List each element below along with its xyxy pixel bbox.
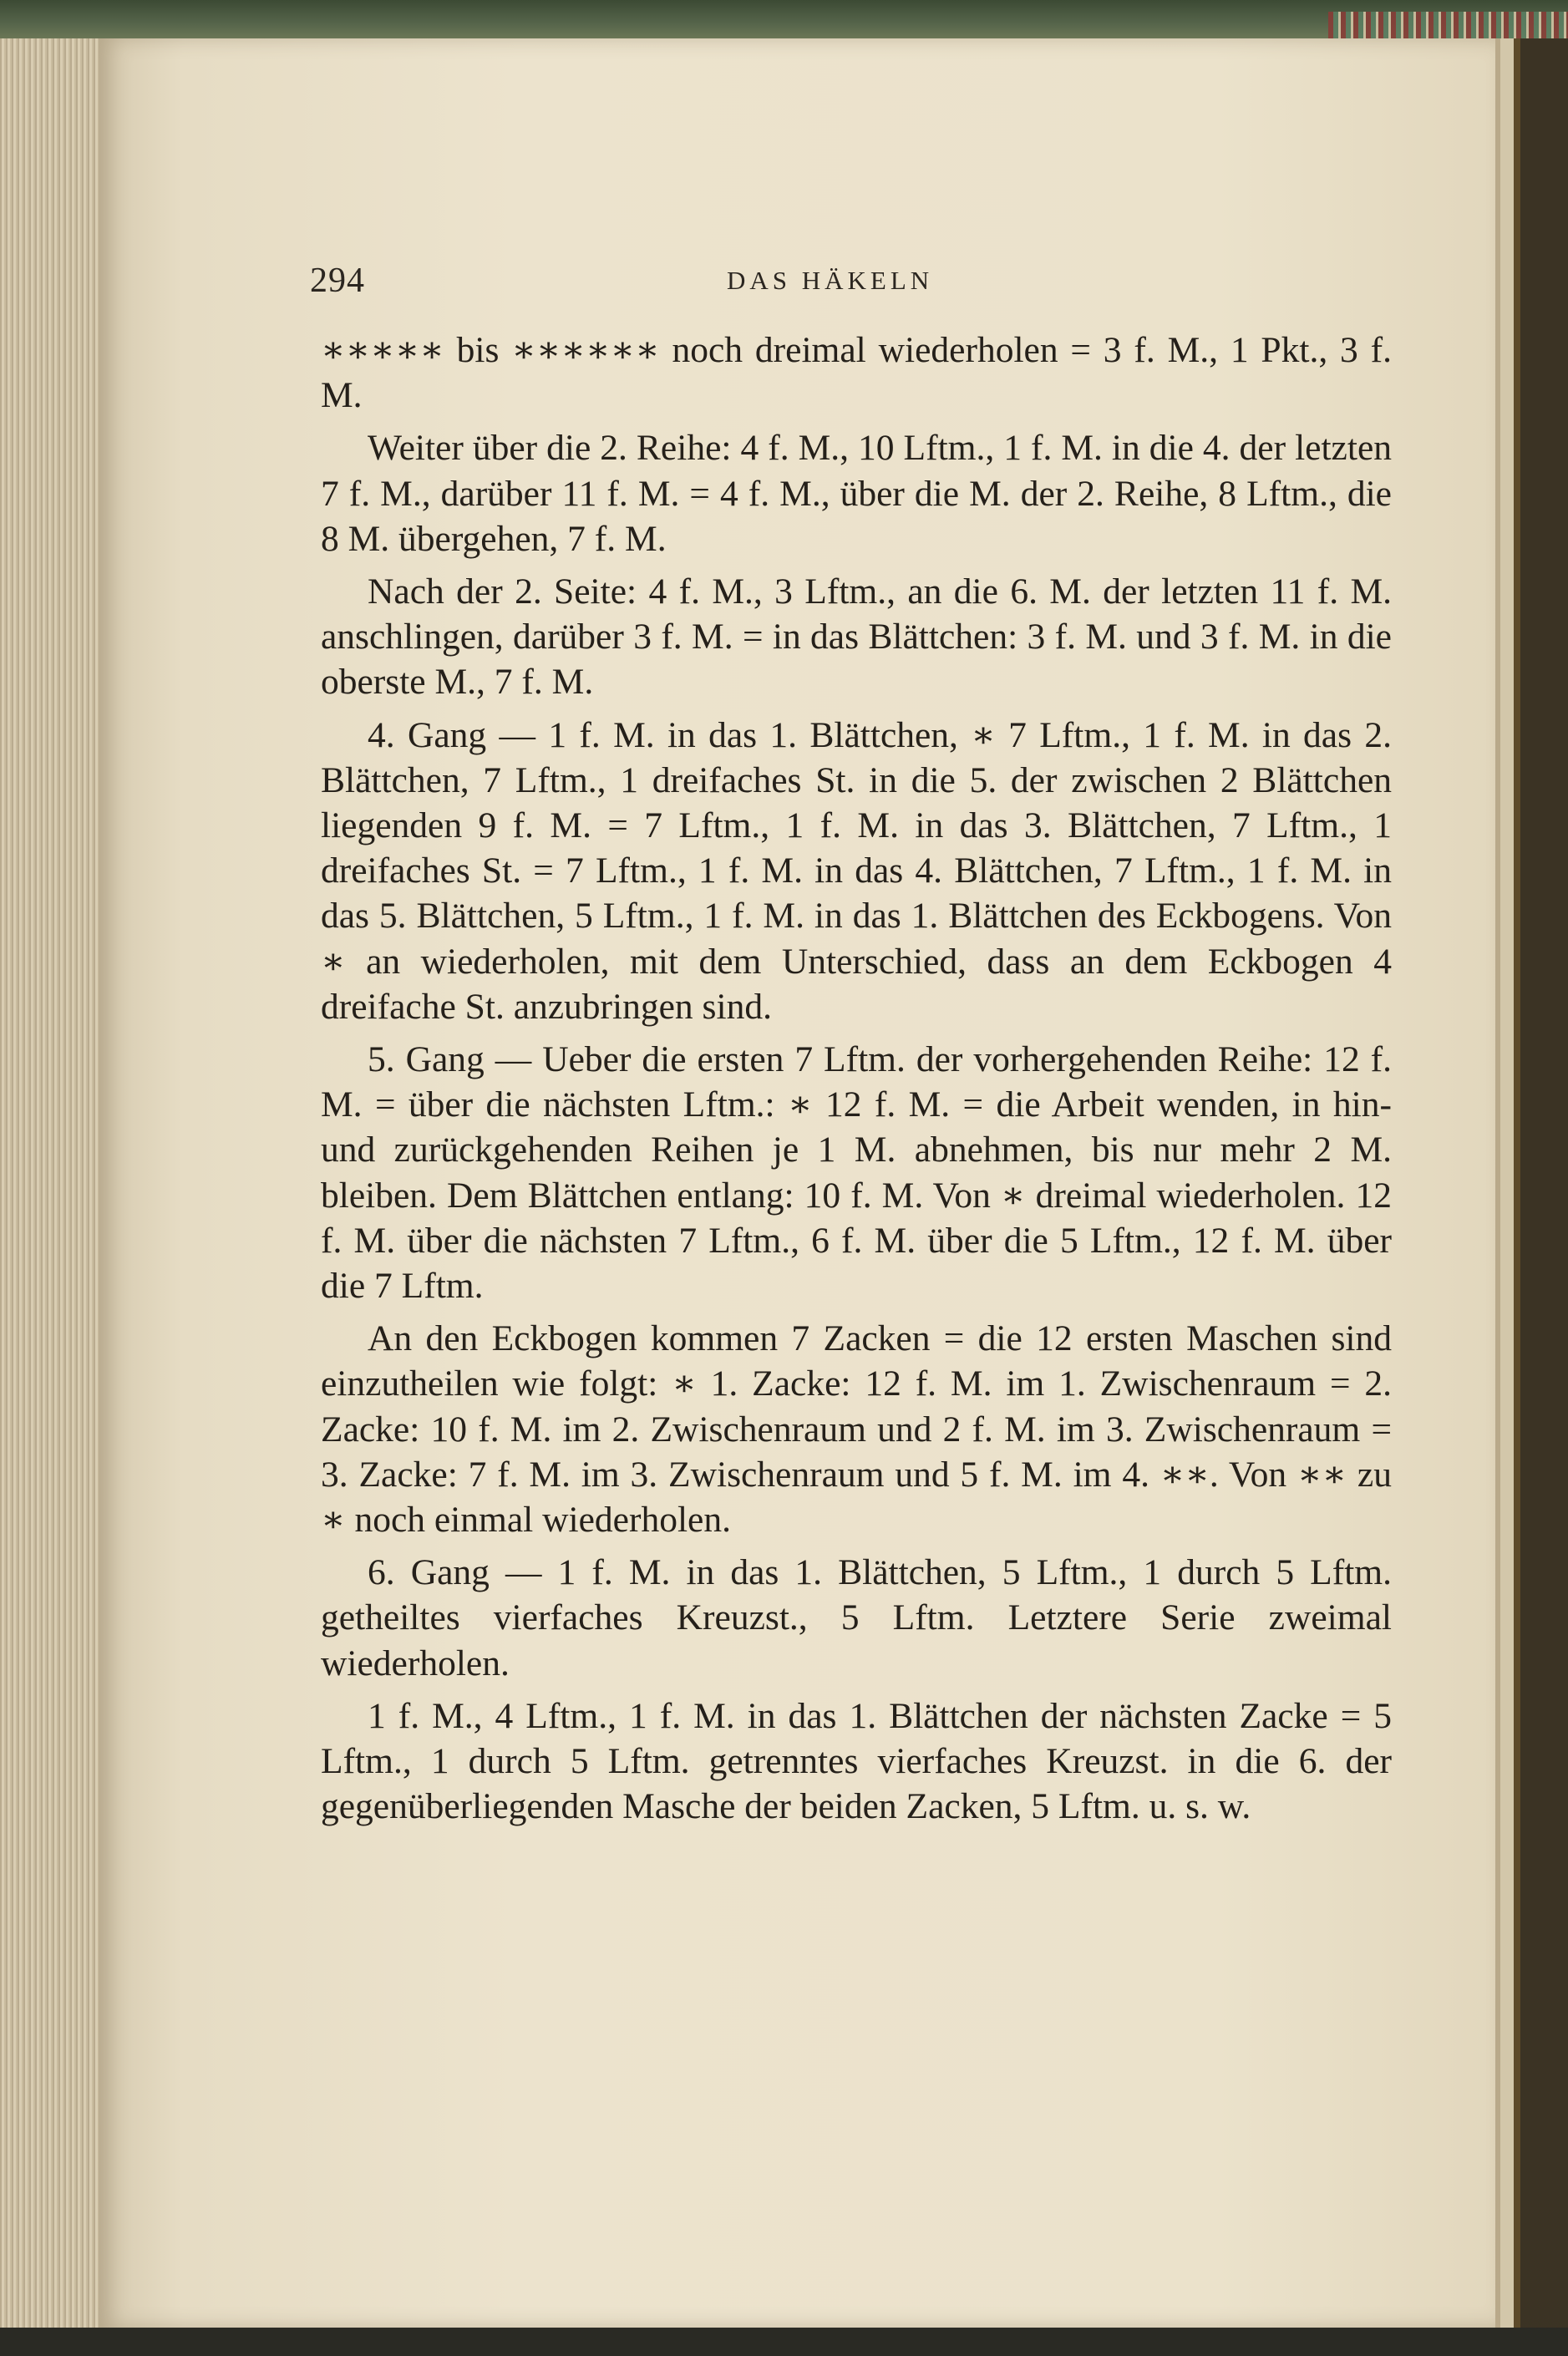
book-cover-edge <box>1495 38 1568 2328</box>
paragraph: 5. Gang — Ueber die ersten 7 Lftm. der vorhergehenden Reihe: 12 f. M. = über die nächsten Lftm.: ∗ 12 f. M. = die Arbeit wenden, in hin- und zurückgehenden Reihen je 1 M. abnehmen, bis nur mehr 2 M. bleiben. Dem Blättchen entlang: 10 f. M. Von ∗ dreimal wiederholen. 12 f. M. über die nächsten 7 Lftm., 6 f. M. über die 5 Lftm., 12 f. M. über die 7 Lftm. <box>321 1039 1392 1307</box>
page-stack-edge <box>0 38 99 2328</box>
paragraph: 1 f. M., 4 Lftm., 1 f. M. in das 1. Blättchen der nächsten Zacke = 5 Lftm., 1 durch 5 Lftm. getrenntes vierfaches Kreuzst. in die 6. der gegenüberliegenden Masche der beiden Zacken, 5 Lftm. u. s. w. <box>321 1695 1392 1827</box>
running-title: DAS HÄKELN <box>727 266 934 295</box>
book-binding-bottom <box>0 2328 1568 2356</box>
paragraph: An den Eckbogen kommen 7 Zacken = die 12 ersten Maschen sind einzutheilen wie folgt: ∗ 1. Zacke: 12 f. M. im 1. Zwischenraum = 2. Zacke: 10 f. M. im 2. Zwischenraum und 2 f. M. im 3. Zwischenraum = 3. Zacke: 7 f. M. im 3. Zwischenraum und 5 f. M. im 4. ∗∗. Von ∗∗ zu ∗ noch einmal wiederholen. <box>321 1318 1392 1541</box>
paragraph: Weiter über die 2. Reihe: 4 f. M., 10 Lftm., 1 f. M. in die 4. der letzten 7 f. M., darüber 11 f. M. = 4 f. M., über die M. der 2. Reihe, 8 Lftm., die 8 M. übergehen, 7 f. M. <box>321 428 1392 559</box>
page-body <box>321 328 1392 1837</box>
paragraph: ∗∗∗∗∗ bis ∗∗∗∗∗∗ noch dreimal wiederholen = 3 f. M., 1 Pkt., 3 f. M. <box>321 330 1392 416</box>
paragraph: Nach der 2. Seite: 4 f. M., 3 Lftm., an die 6. M. der letzten 11 f. M. anschlingen, darüber 3 f. M. = in das Blättchen: 3 f. M. und 3 f. M. in die oberste M., 7 f. M. <box>321 571 1392 703</box>
paragraph: 6. Gang — 1 f. M. in das 1. Blättchen, 5 Lftm., 1 durch 5 Lftm. getheiltes vierfaches Kreuzst., 5 Lftm. Letztere Serie zweimal wiederholen. <box>321 1552 1392 1683</box>
page-number: 294 <box>310 261 365 300</box>
bookmark-ribbon <box>1328 12 1568 40</box>
paragraph: 4. Gang — 1 f. M. in das 1. Blättchen, ∗ 7 Lftm., 1 f. M. in das 2. Blättchen, 7 Lftm., 1 dreifaches St. in die 5. der zwischen 2 Blättchen liegenden 9 f. M. = 7 Lftm., 1 f. M. in das 3. Blättchen, 7 Lftm., 1 dreifaches St. = 7 Lftm., 1 f. M. in das 4. Blättchen, 7 Lftm., 1 f. M. in das 5. Blättchen, 5 Lftm., 1 f. M. in das 1. Blättchen des Eckbogens. Von ∗ an wiederholen, mit dem Unterschied, dass an dem Eckbogen 4 dreifache St. anzubringen sind. <box>321 714 1392 1027</box>
